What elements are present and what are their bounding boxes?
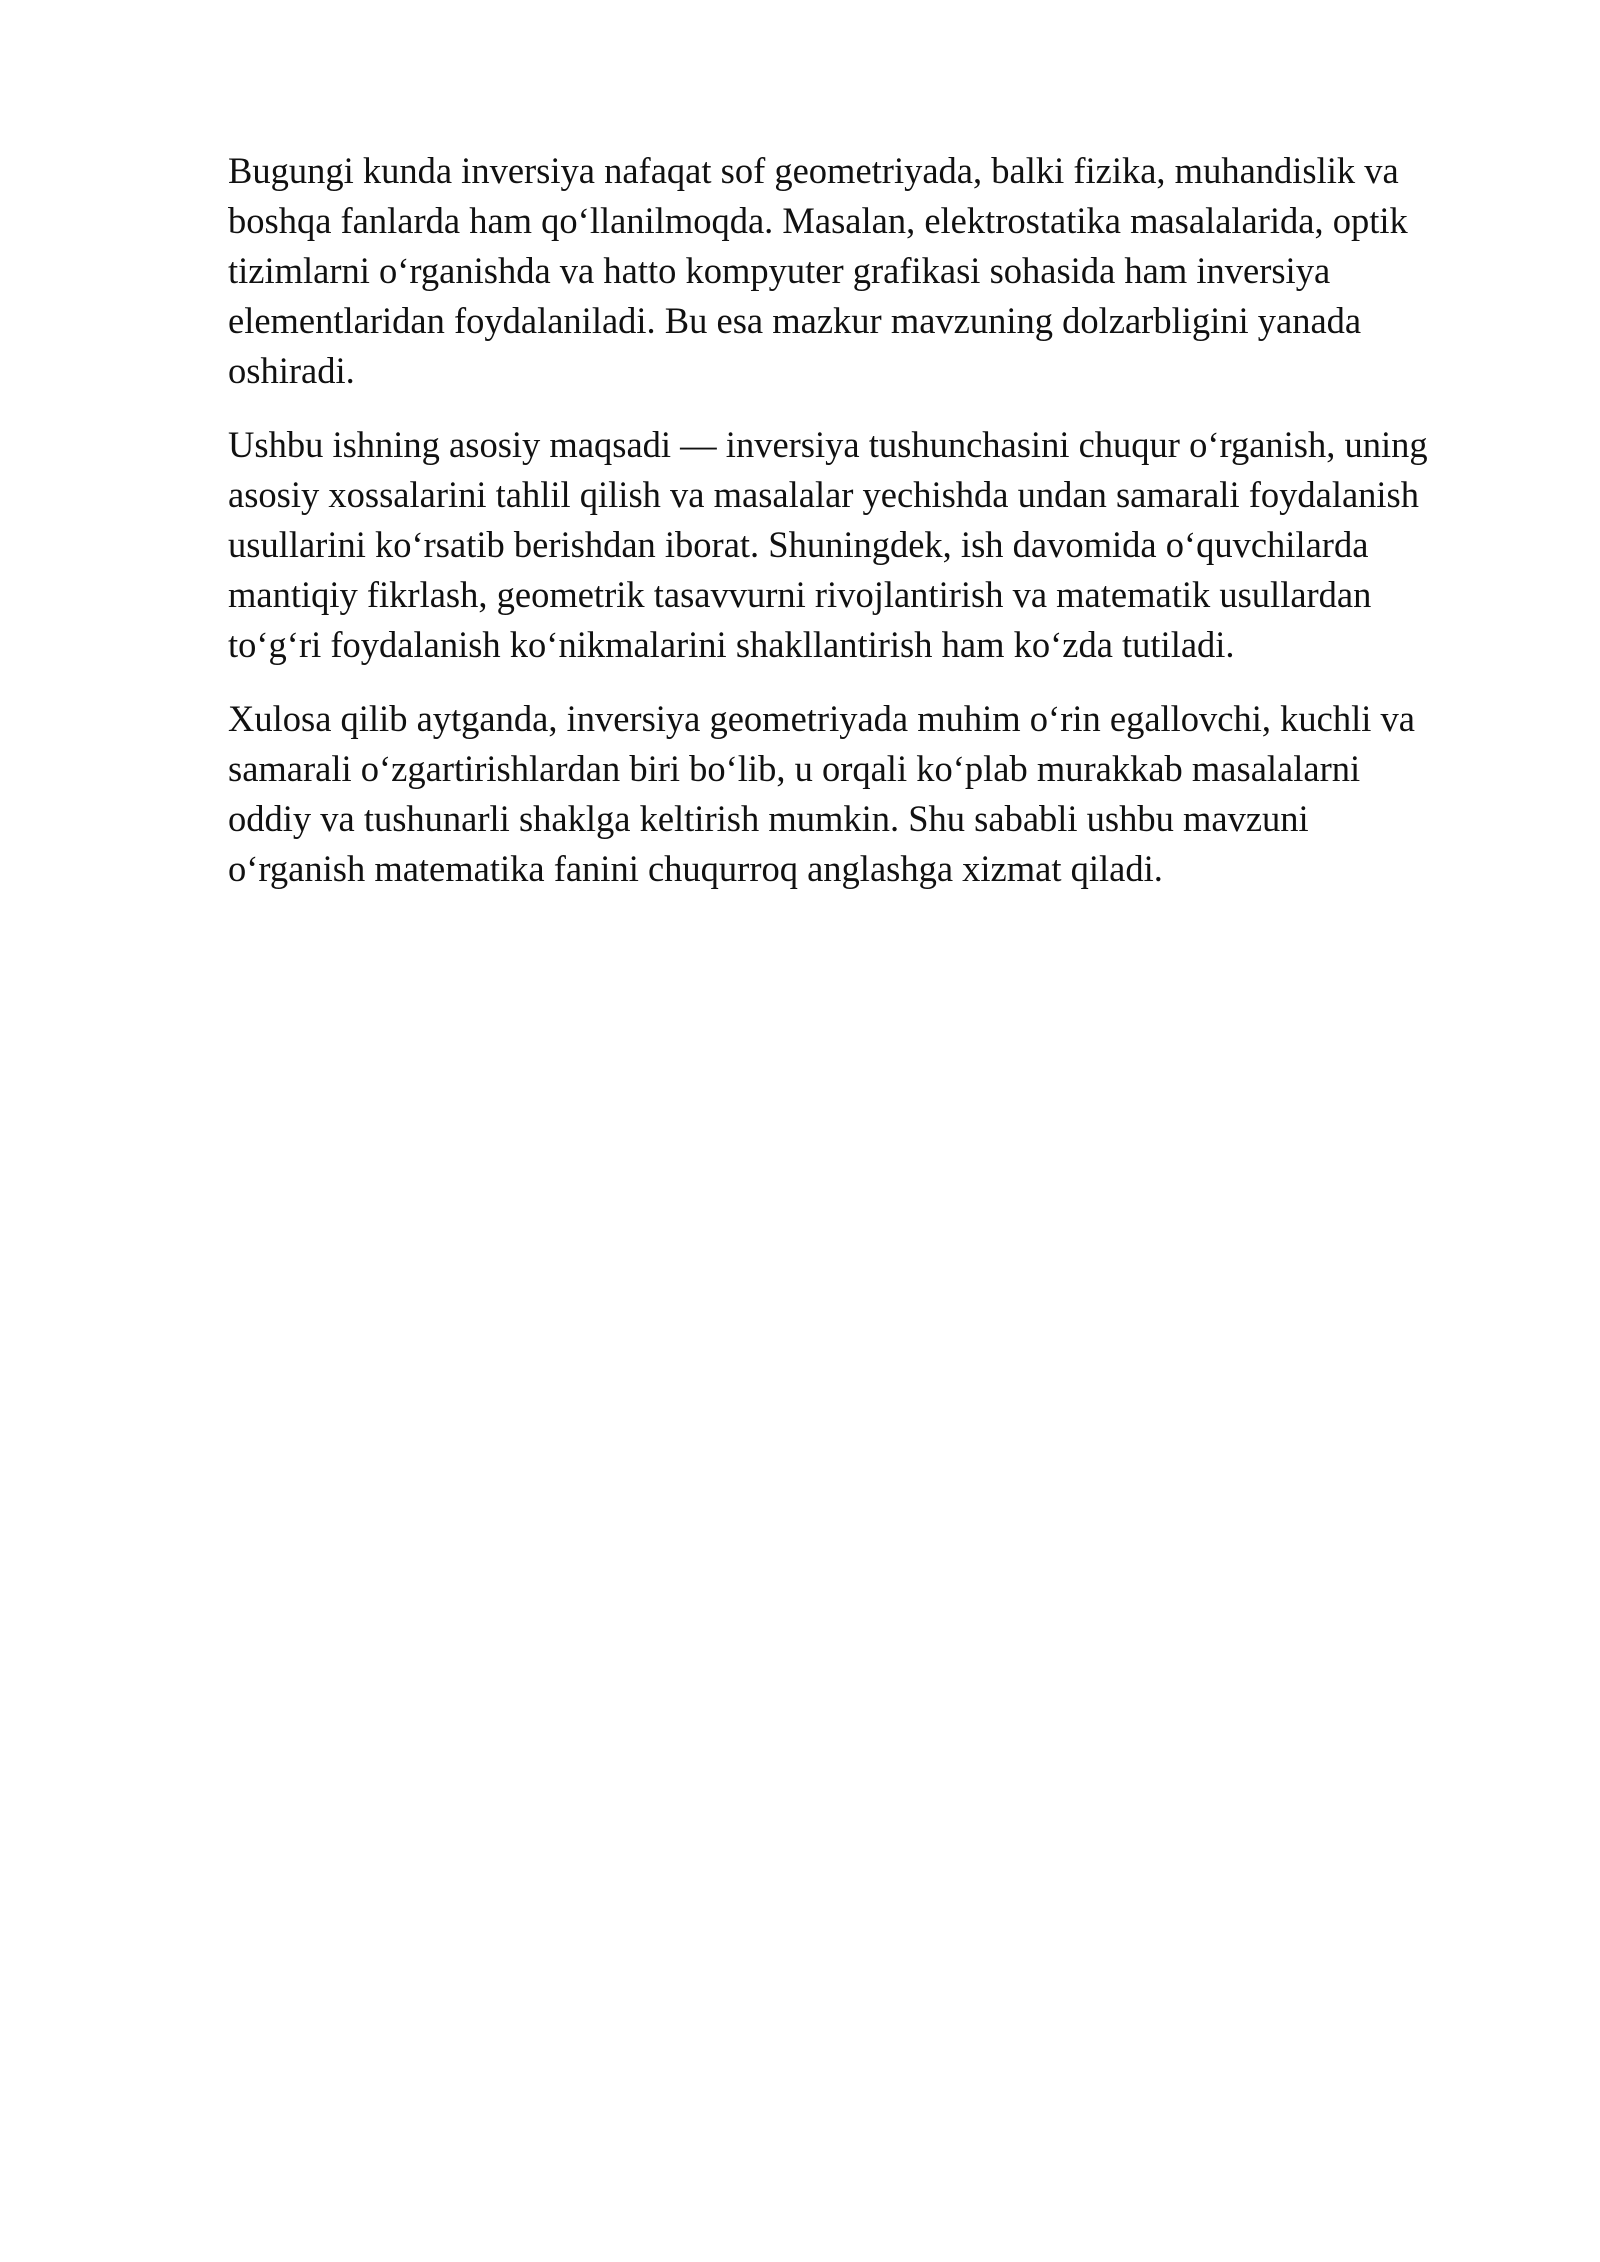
paragraph-line: oʻrganish matematika fanini chuqurroq anglashga xizmat qiladi. [228, 848, 1163, 889]
paragraph-line: Ushbu ishning asosiy maqsadi — inversiya tushunchasini chuqur oʻrganish, uning [228, 424, 1428, 465]
document-body [228, 146, 1478, 918]
paragraph-line: asosiy xossalarini tahlil qilish va masalalar yechishda undan samarali foydalanish [228, 474, 1420, 515]
paragraph-3 [228, 694, 1478, 894]
paragraph-1 [228, 146, 1478, 396]
paragraph-line: Xulosa qilib aytganda, inversiya geometriyada muhim oʻrin egallovchi, kuchli va [228, 698, 1415, 739]
paragraph-line: samarali oʻzgartirishlardan biri boʻlib, u orqali koʻplab murakkab masalalarni [228, 748, 1361, 789]
paragraph-line: oshiradi. [228, 350, 355, 391]
paragraph-line: Bugungi kunda inversiya nafaqat sof geometriyada, balki fizika, muhandislik va [228, 150, 1399, 191]
paragraph-line: tizimlarni oʻrganishda va hatto kompyuter grafikasi sohasida ham inversiya [228, 250, 1331, 291]
paragraph-line: boshqa fanlarda ham qoʻllanilmoqda. Masalan, elektrostatika masalalarida, optik [228, 200, 1408, 241]
paragraph-line: elementlaridan foydalaniladi. Bu esa mazkur mavzuning dolzarbligini yanada [228, 300, 1362, 341]
paragraph-line: oddiy va tushunarli shaklga keltirish mumkin. Shu sababli ushbu mavzuni [228, 798, 1309, 839]
paragraph-line: mantiqiy fikrlash, geometrik tasavvurni rivojlantirish va matematik usullardan [228, 574, 1372, 615]
paragraph-2 [228, 420, 1478, 670]
paragraph-line: usullarini koʻrsatib berishdan iborat. Shuningdek, ish davomida oʻquvchilarda [228, 524, 1369, 565]
paragraph-line: toʻgʻri foydalanish koʻnikmalarini shakllantirish ham koʻzda tutiladi. [228, 624, 1235, 665]
